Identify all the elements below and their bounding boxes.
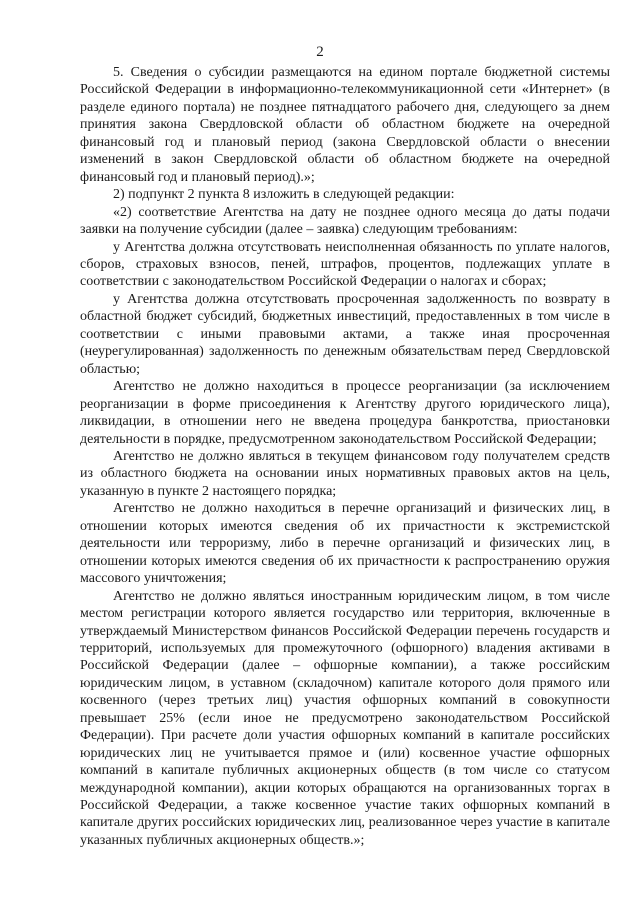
paragraph-amendment-intro: 2) подпункт 2 пункта 8 изложить в следующей редакции: (113, 187, 455, 203)
document-body (80, 64, 610, 849)
paragraph-no-extremism-list: Агентство не должно находиться в перечне организаций и физических лиц, в отношении которых имеются сведения об их причастности к экстремистской деятельности или терроризму, либо в перечне организаций и физических лиц, в отношении которых имеются сведения об их причастности к распространению оружия массового уничтожения; (80, 501, 610, 587)
paragraph-no-other-funding: Агентство не должно являться в текущем финансовом году получателем средств из областного бюджета на основании иных нормативных правовых актов на цель, указанную в пункте 2 настоящего порядка; (80, 448, 610, 499)
paragraph-no-overdue-debt: у Агентства должна отсутствовать просроченная задолженность по возврату в областной бюджет субсидий, бюджетных инвестиций, предоставленных в том числе в соответствии с иными правовыми актами, а также иная просроченная (неурегулированная) задолженность по денежным обязательствам перед Свердловской областью; (80, 291, 610, 377)
paragraph-subsidy-info: 5. Сведения о субсидии размещаются на едином портале бюджетной системы Российской Федерации в информационно-телекоммуникационной сети «Интернет» (в разделе единого портала) не позднее пятнадцатого рабочего дня, следующего за днем принятия закона Свердловской области об областном бюджете на очередной финансовый год и плановый период (закона Свердловской области о внесении изменений в закон Свердловской области об областном бюджете на очередной финансовый год и плановый период).»; (80, 65, 610, 185)
paragraph-no-tax-debt: у Агентства должна отсутствовать неисполненная обязанность по уплате налогов, сборов, страховых взносов, пеней, штрафов, процентов, подлежащих уплате в соответствии с законодательством Российской Федерации о налогах и сборах; (80, 239, 610, 290)
page-number: 2 (316, 44, 324, 60)
paragraph-no-reorganization: Агентство не должно находиться в процессе реорганизации (за исключением реорганизации в форме присоединения к Агентству другого юридического лица), ликвидации, в отношении него не введена процедура банкротства, приостановки деятельности в порядке, предусмотренном законодательством Российской Федерации; (80, 379, 610, 447)
paragraph-no-offshore: Агентство не должно являться иностранным юридическим лицом, в том числе местом регистрации которого является государство или территория, включенные в утверждаемый Министерством финансов Российской Федерации перечень государств и территорий, используемых для промежуточного (офшорного) владения активами в Российской Федерации (далее – офшорные компании), а также российским юридическим лицом, в уставном (складочном) капитале которого доля прямого или косвенного (через третьих лиц) участия офшорных компаний в совокупности превышает 25% (если иное не предусмотрено законодательством Российской Федерации). При расчете доли участия офшорных компаний в капитале российских юридических лиц не учитывается прямое и (или) косвенное участие офшорных компаний в капитале публичных акционерных обществ (в том числе со статусом международной компании), акции которых обращаются на организованных торгах в Российской Федерации, а также косвенное участие таких офшорных компаний в капитале других российских юридических лиц, реализованное через участие в капитале указанных публичных акционерных обществ.»; (80, 588, 610, 848)
paragraph-agency-compliance: «2) соответствие Агентства на дату не позднее одного месяца до даты подачи заявки на получение субсидии (далее – заявка) следующим требованиям: (80, 204, 610, 238)
